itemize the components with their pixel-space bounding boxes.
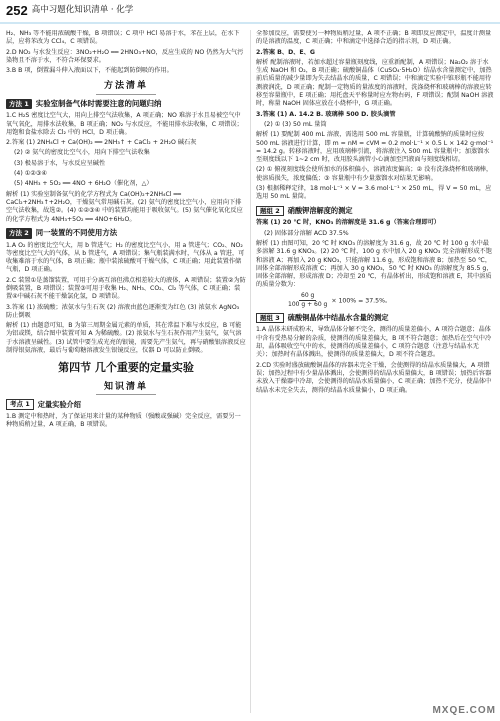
answer-paragraph: (2) 固体部分溶解 ACD 37.5% [264,229,349,237]
answer-paragraph: 3.答案 (1) 浓硫酸；浓氨水与生石灰 (2) 溶液由蓝色逐渐变为红色 (3) 浓氨水 AgNO₃ 防止倒吸 [6,303,240,319]
answer-paragraph: (4) ①②③④ [14,170,47,178]
answer-paragraph: 2.C 装置①是蒸馏装置，可用于分离互溶但沸点相差较大的液体，A 项错误；装置②为防倒吸装置，B 项错误；装置③可用于收集 H₂、NH₃、CO₂、Cl₂ 等气体，C 项正确；装置④中碱石灰不能干燥氯化氢，D 项错误。 [6,276,246,301]
analysis-paragraph: 解析 (1) 由图可知，20 ℃ 时 KNO₃ 的溶解度为 31.6 g，故 20 ℃ 时 100 g 水中最多溶解 31.6 g KNO₃。(2) 20 ℃ 时，100 g 水中加入 20 g KNO₃ 完全溶解形成不饱和溶液 A；再加入 20 g KNO₃，只能溶解 11.6 g，形成饱和溶液 B；加热至 50 ℃，固体全部溶解形成溶液 C；再加入 30 g KNO₃，50 ℃ 时 KNO₃ 的溶解度为 85.5 g，固体全部溶解，形成溶液 D；冷却至 20 ℃，有晶体析出，形成饱和溶液 E，其中溶质的质量分数为： [256,239,493,289]
answer-paragraph: 答案 (1) 20 ℃ 时，KNO₃ 的溶解度是 31.6 g（答案合理即可） [256,219,440,227]
book-title: 高中习题化知识清单 · 化学 [31,5,134,16]
intro-paragraph: 2.D NO₂ 与水发生反应：3NO₂+H₂O ══ 2HNO₃+NO，反应生成的 NO 仍然为大气污染物且不溶于水，不符合环保要求。 [6,48,244,64]
analysis-paragraph: 解析 (1) 由题意可知，B 为第三周期金属元素的单质，其在常温下难与水反应，B 可能为铝或镁，结合图中装置可知 A 为稀硫酸。(2) 浓氨水与生石灰作用产生氨气，氨气溶于水溶液呈碱性。(3) 试管中要生成光亮的银镜，需要先产生氨气，再与硝酸银溶液反应制得银氨溶液，最后与葡萄糖溶液发生银镜反应，仪器 D 可以防止倒吸。 [6,322,246,355]
column-divider [250,30,251,713]
mass-fraction-formula [256,292,494,309]
topic-3-heading [256,313,494,324]
analysis-paragraph: (2) ① 俯视刻度线会使所加水的体积偏小，溶液浓度偏高；② 没有洗涤烧杯和玻璃棒，使溶质损失，浓度偏低；③ 容量瓶中有少量蒸馏水对结果无影响。 [256,166,493,182]
answer-paragraph: 1.B 测定中和热时，为了保证用来计量的某种物质（强酸或强碱）完全反应，需要另一种物质稍过量，A 项正确，B 项错误。 [6,412,241,429]
topic-title: 硫酸铜晶体中结晶水含量的测定 [287,313,389,323]
method-tag: 方法 2 [6,228,32,239]
topic-2-heading [256,206,494,217]
answer-paragraph: 2.CD 实验时盛放硫酸铜晶体的容器未完全干燥，会使测得的结晶水质量偏大，A 项错误；加热过程中有少量晶体溅出，会使测得的结晶水质量偏大，B 项错误；加热后容器未放入干燥器中冷却，会使测得的结晶水质量偏小，C 项正确；加热不充分，使晶体中结晶水未完全失去，测得的结晶水质量偏小，D 项正确。 [256,361,492,394]
topic-1-heading [6,399,246,410]
answer-paragraph: 2.答案 (1) 2NH₄Cl + Ca(OH)₂ ══ 2NH₃↑ + CaCl₂ + 2H₂O 碱石灰 [6,139,197,147]
fraction-denominator: 100 g + 60 g [288,300,328,308]
method-tag: 方法 1 [6,99,32,110]
section-title-methods: 方法清单 [6,80,246,94]
answer-paragraph: 1.A O₂ 的密度比空气大，用 b 管进气；H₂ 的密度比空气小，用 a 管进气；CO₂、NO₂ 等密度比空气大的气体，从 b 管进气，A 项错误；集气瓶装满水时，气体从 a 管进，可收集难溶于水的气体，B 项正确；瓶中装浓硫酸可干燥气体，C 项正确；用此装置作储气瓶，D 项正确。 [6,241,245,274]
fraction-numerator: 60 g [299,292,316,301]
answer-paragraph: (2) ① (3) 50 mL 量筒 [264,120,327,128]
topic-title: 定量实验介绍 [37,399,81,409]
answer-paragraph: 2.答案 B、D、E、G [256,48,315,56]
page-header [0,0,500,23]
section-subtitle: 知识清单 [6,381,246,395]
chapter-section-title: 第四节 几个重要的定量实验 [58,361,194,375]
left-column [6,30,246,713]
analysis-paragraph: 解析 (1) 实验室制备氨气的化学方程式为 Ca(OH)₂+2NH₄Cl ══ CaCl₂+2NH₃↑+2H₂O，干燥氨气常用碱石灰。(2) 氨气的密度比空气小，应用向下排空气法收集，故选②。(4) ①②③④ 中的装置均能用于吸收氨气。(5) 氨气催化氧化反应的化学方程式为 4NH₃+5O₂ ══ 4NO+6H₂O。 [6,190,243,223]
analysis-paragraph: 解析 (1) 要配制 400 mL 溶液，需选用 500 mL 容量瓶，计算硫酸钠的质量时应按 500 mL 溶液进行计算，即 m = nM = cVM = 0.2 mol·L⁻¹ × 0.5 L × 142 g·mol⁻¹ = 14.2 g。转移溶液时，应用玻璃棒引流，将溶液注入 500 mL 容量瓶中；加蒸馏水至刻度线以下 1~2 cm 时，改用胶头滴管小心滴加至凹液面与刻度线相切。 [256,131,494,164]
answer-paragraph: 全参加反应，需要使另一种物质稍过量，A 项不正确；B 项即反应测定中，温度计测量的是溶液的温度，C 项正确；中和滴定中选择合适的指示剂，D 项正确。 [256,30,492,46]
topic-tag: 考点 1 [6,399,34,410]
method-2-heading [6,228,246,239]
header-rule [0,22,500,24]
topic-tag: 题组 3 [256,313,284,324]
fraction [288,292,327,309]
answer-paragraph: 3.答案 (1) A. 14.2 B. 玻璃棒 500 D. 胶头滴管 [256,110,396,118]
topic-title: 硝酸钾溶解度的测定 [287,206,353,216]
method-1-heading [6,99,246,110]
fraction-result: × 100% = 37.5%。 [331,297,392,305]
analysis-paragraph: 解析 配制溶液时，若加水超过容量瓶刻度线，应重新配制，A 项错误；Na₂O₂ 溶于水生成 NaOH 和 O₂，B 项正确；硫酸铜晶体（CuSO₄·5H₂O）结晶水含量测定中，加热前后质量的减少量即为失去结晶水的质量，C 项错误；中和滴定实验中锥形瓶不能用待测液润洗，D 项正确；配制一定物质的量浓度的溶液时，洗涤烧杯和玻璃棒的溶液应转移至容量瓶中，E 项正确；用托盘天平称量时应左物右码，F 项错误；配制 NaOH 溶液时，称量 NaOH 固体应放在小烧杯中，G 项正确。 [256,58,494,108]
site-watermark: MXQE.COM [432,704,496,716]
intro-paragraph: 3.B B 项，倒置漏斗伸入液面以下，不能起到防倒吸的作用。 [6,67,173,75]
answer-paragraph: (2) ② 氨气的密度比空气小，用向下排空气法收集 [14,149,150,157]
method-title: 同一装置的不同使用方法 [35,228,118,238]
answer-paragraph: (5) 4NH₃ + 5O₂ ══ 4NO + 6H₂O（催化剂，△） [14,180,153,188]
analysis-paragraph: (3) 根据稀释定律，18 mol·L⁻¹ × V = 3.6 mol·L⁻¹ × 250 mL，得 V = 50 mL，应选用 50 mL 量筒。 [256,185,492,201]
answer-paragraph: (3) 极易溶于水，与水反应呈碱性 [14,159,106,167]
page-number: 252 [6,3,28,19]
right-column [256,30,494,713]
method-title: 实验室制备气体时需要注意的问题归纳 [35,98,162,108]
intro-paragraph: H₂、NH₃ 等不能用浓硫酸干燥，B 项错误；C 项中 HCl 易溶于水，苯在上层，在水下层，应将苯改为 CCl₄，C 项错误。 [6,30,240,46]
answer-paragraph: 1.A 晶体未研成粉末，导致晶体分解不完全，测得的质量差偏小，A 项符合题意；晶体中含有受热易分解的杂质，使测得的质量差偏大，B 项不符合题意；加热后在空气中冷却，晶体吸收空气中的水，使测得的质量差偏小，C 项符合题意（注意与结晶水无关）；加热时有晶体溅出，使测得的质量差偏大，D 项不符合题意。 [256,326,492,359]
answer-paragraph: 1.C H₂S 密度比空气大，用向上排空气法收集，A 项正确；NO 难溶于水且易被空气中氧气氧化，用排水法收集，B 项正确；NO₂ 与水反应，不能用排水法收集，C 项错误；用饱和食盐水除去 Cl₂ 中的 HCl，D 项正确。 [6,112,243,136]
topic-tag: 题组 2 [256,206,284,217]
